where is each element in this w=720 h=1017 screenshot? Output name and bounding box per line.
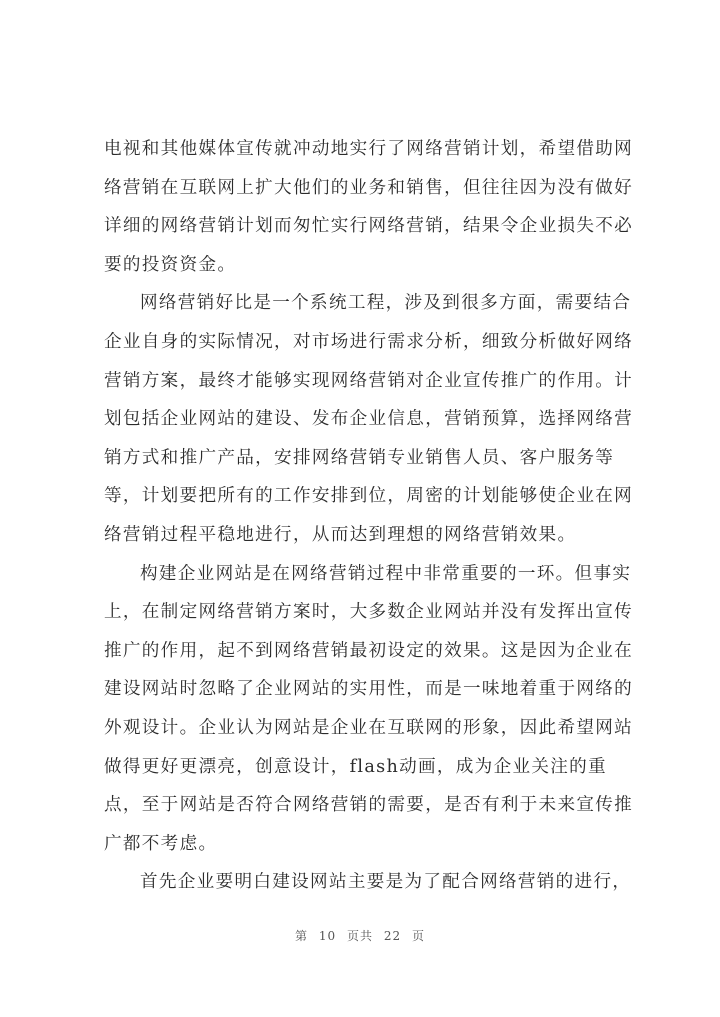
text-line: 网络营销好比是一个系统工程，涉及到很多方面，需要结合 xyxy=(140,293,632,314)
text-line: 络营销过程平稳地进行，从而达到理想的网络营销效果。 xyxy=(104,524,577,545)
text-line: 首先企业要明白建设网站主要是为了配合网络营销的进行， xyxy=(140,872,632,893)
page-footer xyxy=(0,927,720,944)
text-line: 等，计划要把所有的工作安排到位，周密的计划能够使企业在网 xyxy=(104,486,634,507)
text-line: 要的投资资金。 xyxy=(104,254,237,275)
text-line: 详细的网络营销计划而匆忙实行网络营销，结果令企业损失不必 xyxy=(104,216,634,237)
text-line: 络营销在互联网上扩大他们的业务和销售，但往往因为没有做好 xyxy=(104,177,634,198)
text-line: 做得更好更漂亮，创意设计，flash动画，成为企业关注的重 xyxy=(104,756,607,777)
footer-page-number: 10 xyxy=(318,929,337,943)
text-line: 广都不考虑。 xyxy=(104,833,218,854)
body-text xyxy=(104,130,644,902)
text-line: 外观设计。企业认为网站是企业在互联网的形象，因此希望网站 xyxy=(104,717,634,738)
text-line: 推广的作用，起不到网络营销最初设定的效果。这是因为企业在 xyxy=(104,640,634,661)
text-line: 营销方案，最终才能够实现网络营销对企业宣传推广的作用。计 xyxy=(104,370,634,391)
text-line: 销方式和推广产品，安排网络营销专业销售人员、客户服务等 xyxy=(104,447,615,468)
text-line: 划包括企业网站的建设、发布企业信息，营销预算，选择网络营 xyxy=(104,409,634,430)
footer-middle: 页共 xyxy=(346,929,373,943)
footer-suffix: 页 xyxy=(411,929,425,943)
text-line: 上，在制定网络营销方案时，大多数企业网站并没有发挥出宣传 xyxy=(104,602,634,623)
footer-prefix: 第 xyxy=(295,929,309,943)
text-line: 点，至于网站是否符合网络营销的需要，是否有利于未来宣传推 xyxy=(104,795,634,816)
text-line: 构建企业网站是在网络营销过程中非常重要的一环。但事实 xyxy=(140,563,632,584)
text-line: 企业自身的实际情况，对市场进行需求分析，细致分析做好网络 xyxy=(104,331,634,352)
text-line: 电视和其他媒体宣传就冲动地实行了网络营销计划，希望借助网 xyxy=(104,139,634,159)
text-line: 建设网站时忽略了企业网站的实用性，而是一味地着重于网络的 xyxy=(104,679,634,700)
footer-total-pages: 22 xyxy=(383,929,402,943)
